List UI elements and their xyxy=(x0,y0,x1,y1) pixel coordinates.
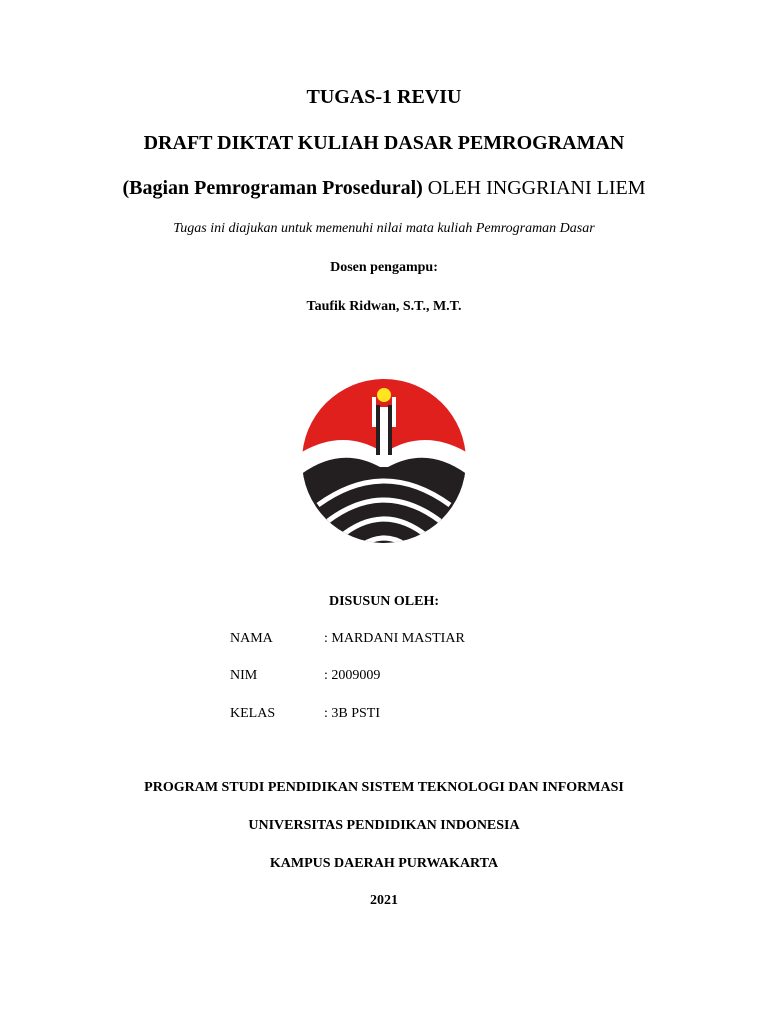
campus-name: KAMPUS DAERAH PURWAKARTA xyxy=(269,856,499,871)
upi-logo-icon xyxy=(300,375,468,543)
part-text: (Bagian Pemrograman Prosedural) xyxy=(122,177,428,199)
composed-by-heading: DISUSUN OLEH: xyxy=(328,594,440,609)
study-program: PROGRAM STUDI PENDIDIKAN SISTEM TEKNOLOGI DAN INFORMASI xyxy=(144,780,624,795)
info-value: : 2009009 xyxy=(324,668,381,683)
document-part-line xyxy=(0,177,768,200)
lecturer-name: Taufik Ridwan, S.T., M.T. xyxy=(306,299,462,314)
info-key: NAMA xyxy=(230,631,273,646)
info-value: : MARDANI MASTIAR xyxy=(324,631,465,646)
document-title: TUGAS-1 REVIU xyxy=(306,86,462,108)
year: 2021 xyxy=(370,893,398,908)
university-name: UNIVERSITAS PENDIDIKAN INDONESIA xyxy=(248,818,520,833)
logo-stem xyxy=(380,407,388,463)
document-subtitle: DRAFT DIKTAT KULIAH DASAR PEMROGRAMAN xyxy=(143,132,625,154)
info-key: NIM xyxy=(230,668,258,683)
logo-yellow-dot xyxy=(377,388,391,402)
info-value: : 3B PSTI xyxy=(324,706,381,721)
assignment-note: Tugas ini diajukan untuk memenuhi nilai mata kuliah Pemrograman Dasar xyxy=(173,221,595,236)
info-key: KELAS xyxy=(230,706,276,721)
lecturer-label: Dosen pengampu: xyxy=(330,260,438,275)
author-text: OLEH INGGRIANI LIEM xyxy=(427,177,646,199)
